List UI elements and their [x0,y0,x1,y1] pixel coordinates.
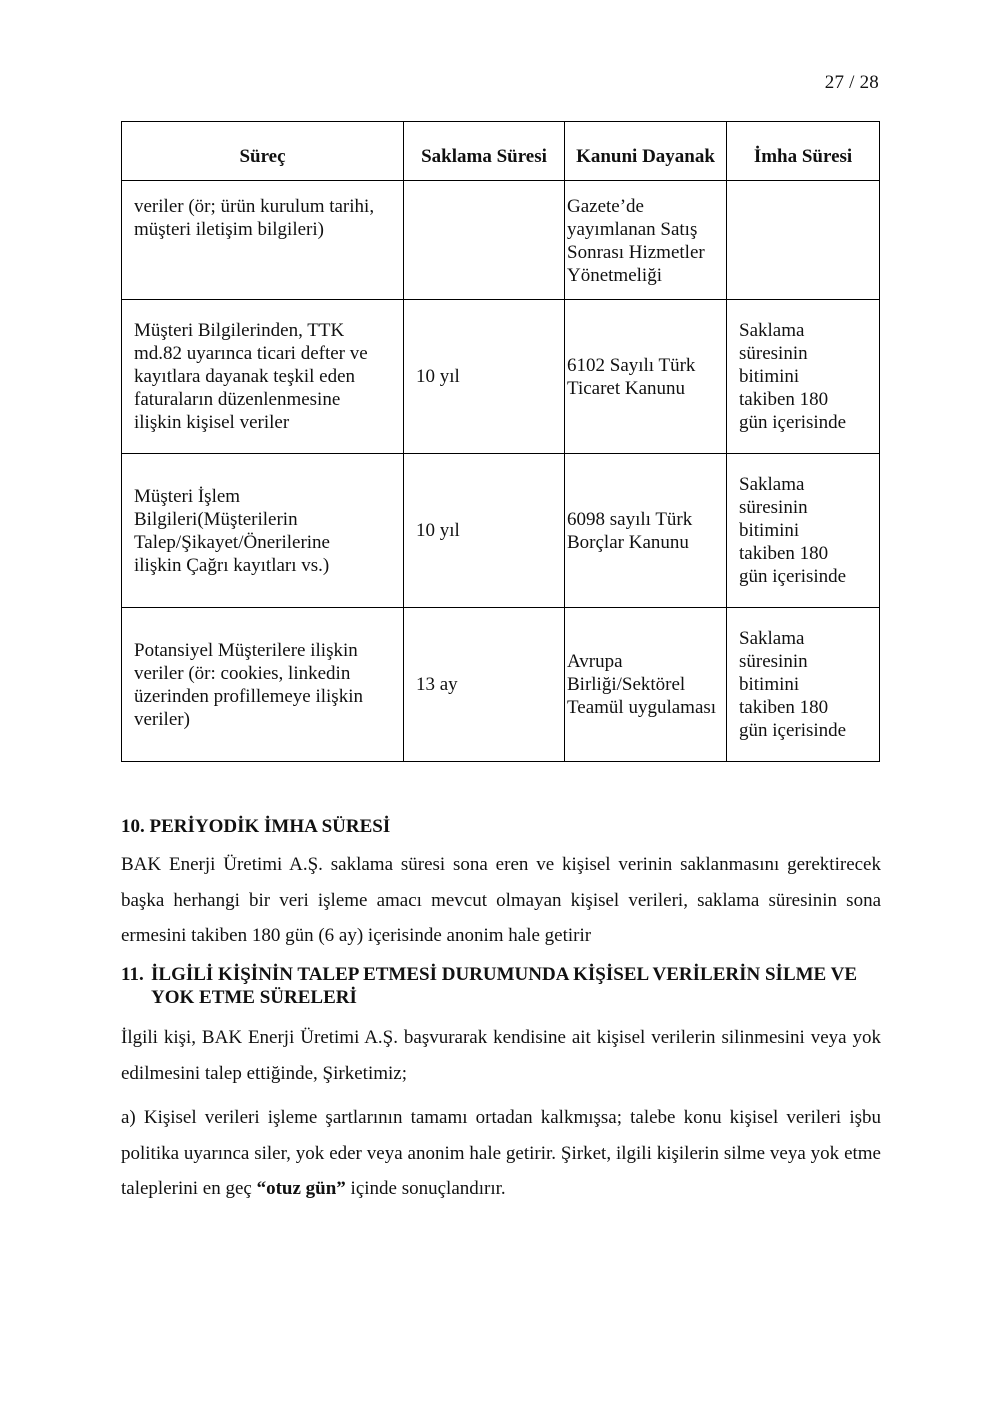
page-separator: / [849,72,855,93]
legal-basis-cell [565,181,727,300]
section-10-paragraph: BAK Enerji Üretimi A.Ş. saklama süresi sona eren ve kişisel verinin saklanmasını gerektirecek başka herhangi bir veri işleme amacı mevcut olmayan kişisel verileri, saklama süresinin sona ermesini takiben 180 gün (6 ay) içerisinde anonim hale getirir [121,854,881,946]
destruction-cell [727,454,880,608]
section-10-heading: 10. PERİYODİK İMHA SÜRESİ [121,816,391,837]
period-cell [404,300,565,454]
legal-basis-cell [565,454,727,608]
table-row [122,608,880,762]
process-text: Potansiyel Müşterilere ilişkin veriler (ör: cookies, linkedin üzerinden profillemeye ilişkin veriler) [134,639,363,730]
period-cell [404,454,565,608]
header-legal-basis: Kanuni Dayanak [565,122,727,181]
legal-basis-text: 6102 Sayılı Türk Ticaret Kanunu [567,354,696,399]
period-text: 10 yıl [416,366,460,387]
destruction-text: Saklama süresinin bitimini takiben 180 gün içerisinde [739,628,847,741]
item-a-text-end: içinde sonuçlandırır. [345,1178,506,1199]
section-11-item-a [121,1100,881,1207]
legal-basis-text: 6098 sayılı Türk Borçlar Kanunu [567,508,693,553]
period-cell [404,181,565,300]
process-text: Müşteri Bilgilerinden, TTK md.82 uyarınca ticari defter ve kayıtlara dayanak teşkil eden faturaların düzenlenmesine ilişkin kişisel veriler [134,320,368,433]
page-total: 28 [859,72,879,93]
table-header-row [122,122,880,181]
process-cell [122,181,404,300]
header-process: Süreç [122,122,404,181]
legal-basis-text: Avrupa Birliği/Sektörel Teamül uygulaması [567,651,717,718]
process-text: Müşteri İşlem Bilgileri(Müşterilerin Talep/Şikayet/Önerilerine ilişkin Çağrı kayıtları vs.) [134,485,330,576]
retention-table [121,121,880,762]
destruction-text: Saklama süresinin bitimini takiben 180 gün içerisinde [739,474,847,587]
header-retention-period: Saklama Süresi [404,122,565,181]
item-a-text-start: a) Kişisel verileri işleme şartlarının tamamı ortadan kalkmışsa; talebe konu kişisel verileri işbu politika uyarınca siler, yok eder veya anonim hale getirir. Şirket, ilgili kişilerin silme veya yok etme taleplerini en geç [121,1107,881,1199]
legal-basis-cell [565,608,727,762]
process-cell [122,608,404,762]
item-a-deadline: “otuz gün” [256,1178,346,1199]
legal-basis-cell [565,300,727,454]
period-text: 13 ay [416,674,458,695]
process-text: veriler (ör; ürün kurulum tarihi, müşteri iletişim bilgileri) [134,196,375,240]
period-cell [404,608,565,762]
section-11-number: 11. [121,964,144,985]
table-row [122,454,880,608]
section-11-intro: İlgili kişi, BAK Enerji Üretimi A.Ş. başvurarak kendisine ait kişisel verilerin silinmesini veya yok edilmesini talep ettiğinde, Şirketimiz; [121,1027,881,1084]
legal-basis-text: Gazete’de yayımlanan Satış Sonrası Hizmetler Yönetmeliği [567,196,705,286]
process-cell [122,300,404,454]
destruction-cell [727,181,880,300]
destruction-text: Saklama süresinin bitimini takiben 180 gün içerisinde [739,320,847,433]
section-11-heading [121,963,881,1009]
page-current: 27 [824,72,845,93]
page-number [825,72,879,94]
period-text: 10 yıl [416,520,460,541]
section-11-title: İLGİLİ KİŞİNİN TALEP ETMESİ DURUMUNDA KİŞİSEL VERİLERİN SİLME VE YOK ETME SÜRELERİ [151,964,858,1008]
header-destruction-period: İmha Süresi [727,122,880,181]
destruction-cell [727,300,880,454]
table-row [122,181,880,300]
destruction-cell [727,608,880,762]
table-row [122,300,880,454]
process-cell [122,454,404,608]
